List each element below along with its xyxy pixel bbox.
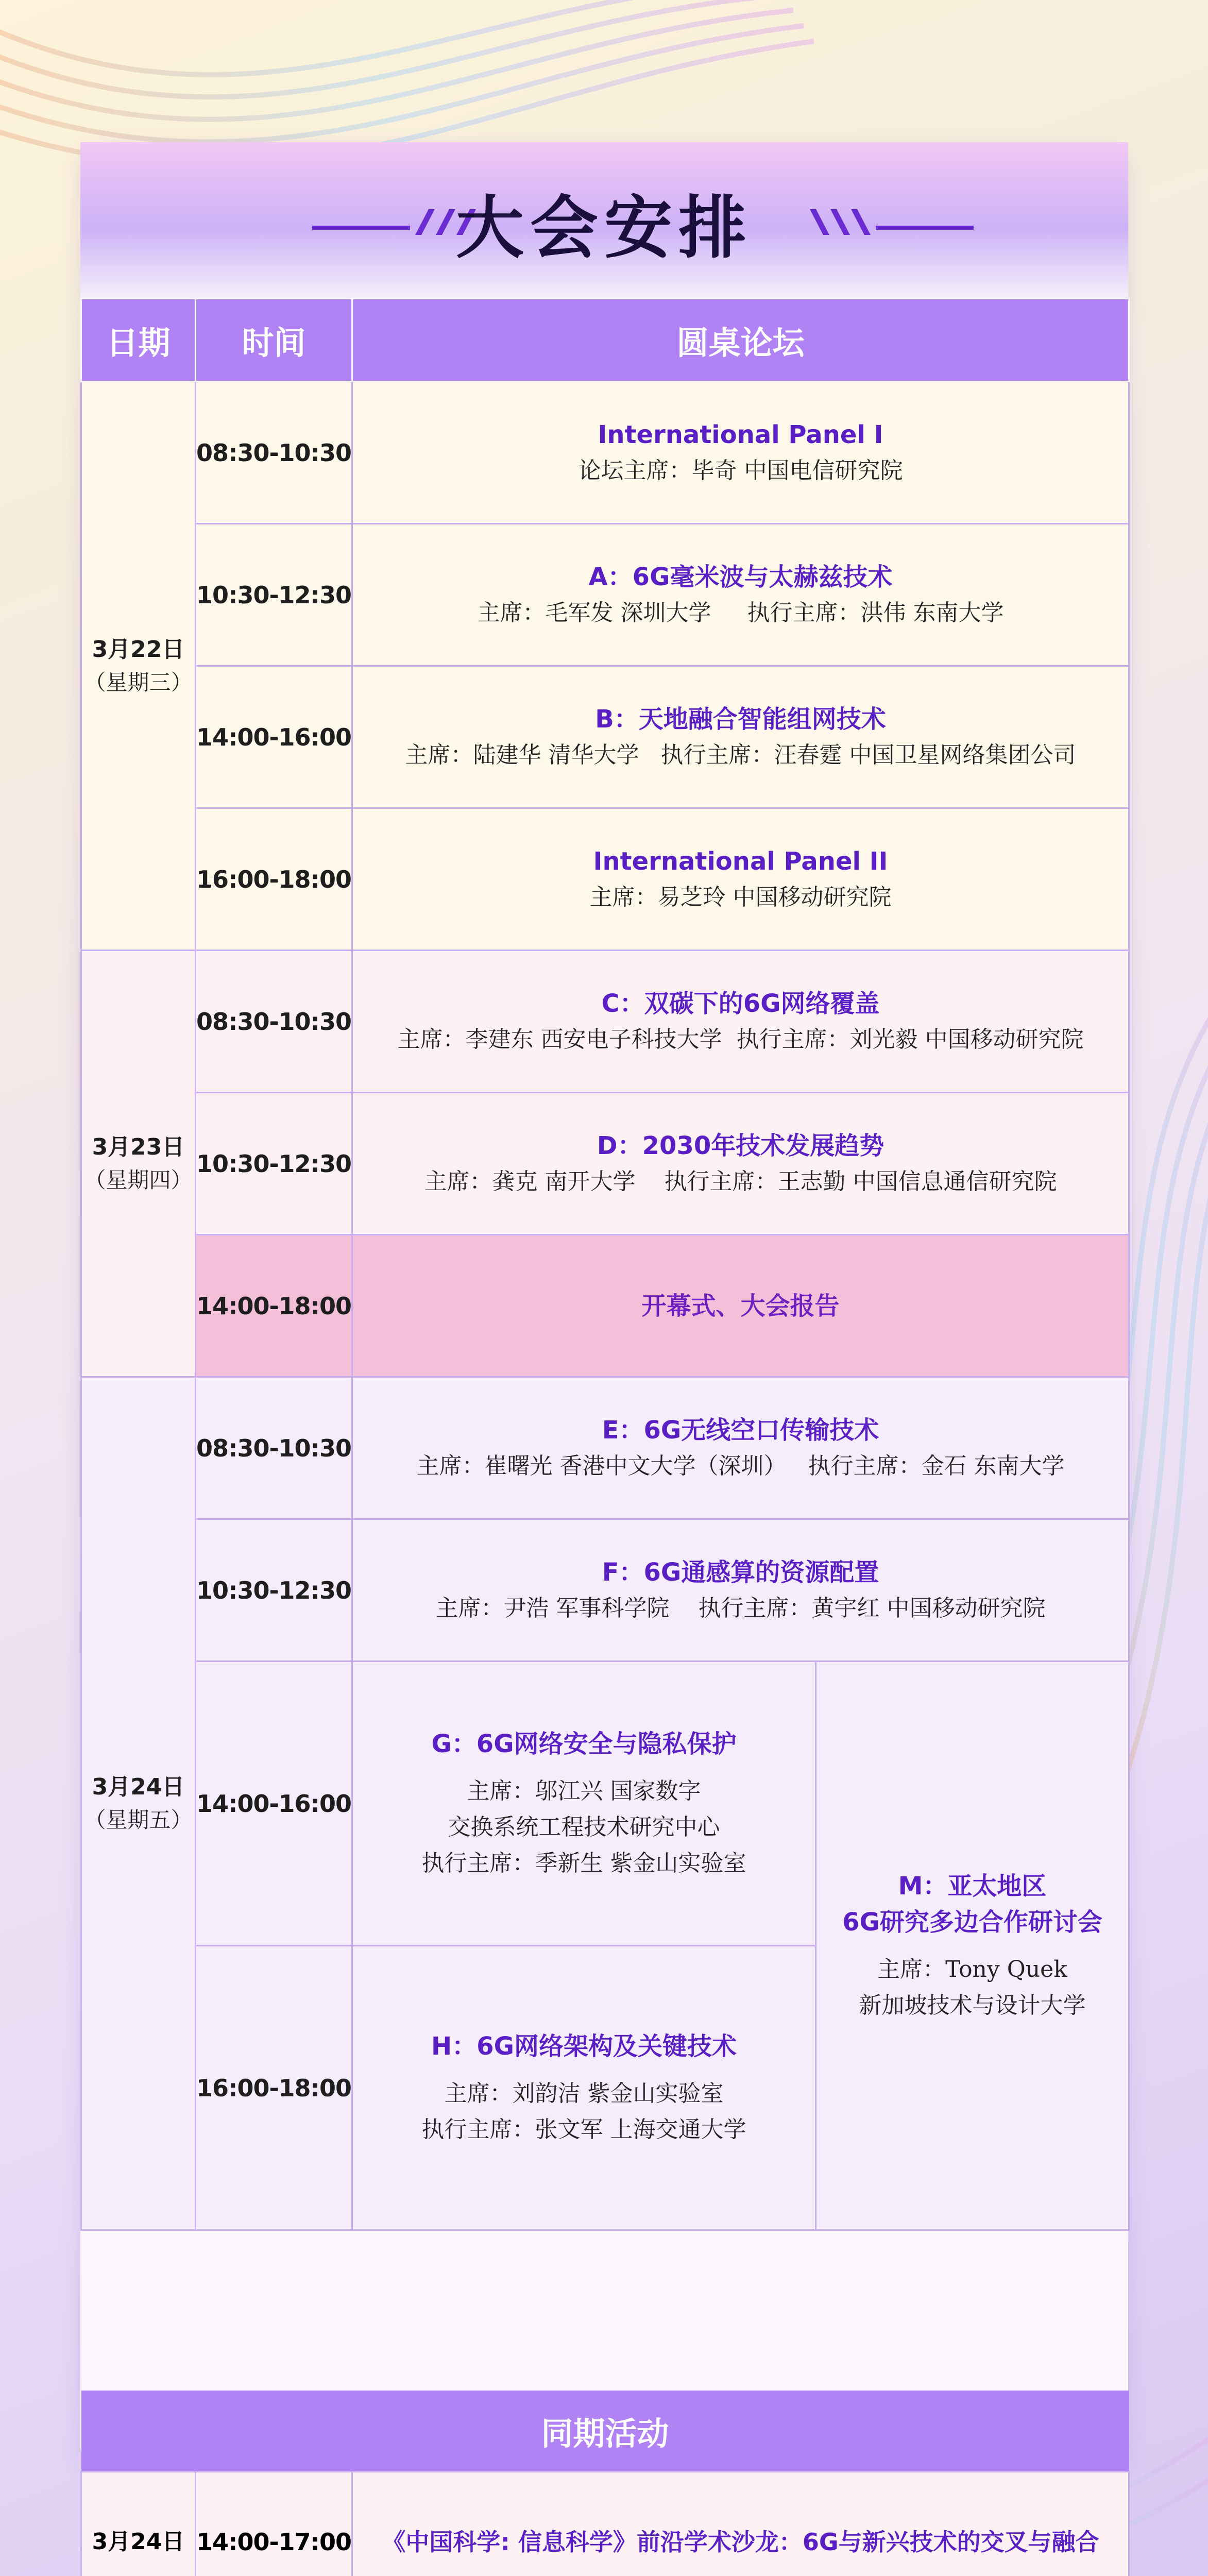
- header-forum: 圆桌论坛: [352, 299, 1129, 382]
- time-cell: 08:30-10:30: [196, 951, 352, 1093]
- forum-cell: [352, 808, 1129, 951]
- time-cell: 10:30-12:30: [196, 524, 352, 666]
- table-row: [81, 1235, 1129, 1377]
- date-label: 3月22日: [92, 636, 185, 663]
- side-event-date: 3月24日: [81, 2472, 196, 2576]
- forum-chair-line: 执行主席：张文军 上海交通大学: [421, 2116, 746, 2143]
- table-row: [81, 951, 1129, 1093]
- forum-title: International Panel II: [593, 846, 888, 876]
- weekday-label: （星期四）: [84, 1167, 193, 1193]
- forum-chair-line: 主席：邬江兴 国家数字: [467, 1777, 701, 1804]
- side-event-header-row: [81, 2391, 1129, 2472]
- m-forum-affiliation: 新加坡技术与设计大学: [859, 1992, 1086, 2019]
- date-cell-mar22: [81, 382, 196, 951]
- time-cell: 16:00-18:00: [196, 1946, 352, 2230]
- forum-title: C：双碳下的6G网络覆盖: [601, 989, 880, 1018]
- forum-cell: [352, 666, 1129, 808]
- side-event-time: 14:00-17:00: [196, 2472, 352, 2576]
- forum-title: H：6G网络架构及关键技术: [431, 2031, 737, 2061]
- time-cell: 14:00-16:00: [196, 1662, 352, 1946]
- forum-title: A：6G毫米波与太赫兹技术: [588, 562, 893, 591]
- table-row: [81, 1377, 1129, 1519]
- time-cell: 14:00-18:00: [196, 1235, 352, 1377]
- forum-cell: [352, 524, 1129, 666]
- time-cell: 16:00-18:00: [196, 808, 352, 951]
- forum-chair-line: 执行主席：季新生 紫金山实验室: [421, 1850, 746, 1876]
- table-row: [81, 1519, 1129, 1662]
- table-header-row: [81, 299, 1129, 382]
- time-cell: 08:30-10:30: [196, 1377, 352, 1519]
- forum-title: E：6G无线空口传输技术: [602, 1415, 879, 1445]
- m-forum-cell: [816, 1662, 1129, 2230]
- time-cell: 14:00-16:00: [196, 666, 352, 808]
- forum-chair: 主席：毛军发 深圳大学 执行主席：洪伟 东南大学: [477, 599, 1004, 626]
- table-row: [81, 524, 1129, 666]
- forum-title: D：2030年技术发展趋势: [597, 1131, 884, 1160]
- table-row: [81, 1662, 1129, 1946]
- forum-chair: 主席：易芝玲 中国移动研究院: [589, 884, 892, 910]
- table-row: [81, 1093, 1129, 1235]
- forum-cell: [352, 1946, 816, 2230]
- forum-title: 开幕式、大会报告: [641, 1291, 840, 1320]
- title-band: [80, 142, 1128, 298]
- forum-chair: 主席：陆建华 清华大学 执行主席：汪春霆 中国卫星网络集团公司: [405, 741, 1076, 768]
- forum-chair: 主席：尹浩 军事科学院 执行主席：黄宇红 中国移动研究院: [435, 1595, 1046, 1621]
- forum-chair: 主席：崔曙光 香港中文大学（深圳） 执行主席：金石 东南大学: [416, 1452, 1065, 1479]
- date-label: 3月24日: [92, 1773, 185, 1800]
- forum-title: G：6G网络安全与隐私保护: [431, 1729, 737, 1758]
- opening-ceremony-cell: [352, 1235, 1129, 1377]
- side-event-title-cell: [352, 2472, 1129, 2576]
- date-cell-mar24: [81, 1377, 196, 2230]
- forum-cell: [352, 1519, 1129, 1662]
- forum-chair-line: 主席：刘韵洁 紫金山实验室: [444, 2080, 724, 2107]
- forum-cell: [352, 1662, 816, 1946]
- forum-title: B：天地融合智能组网技术: [595, 704, 886, 734]
- schedule-table: [80, 298, 1130, 2231]
- weekday-label: （星期三）: [84, 669, 193, 695]
- weekday-label: （星期五）: [84, 1807, 193, 1833]
- side-event-heading: 同期活动: [81, 2391, 1129, 2472]
- date-cell-mar23: [81, 951, 196, 1377]
- time-cell: 10:30-12:30: [196, 1093, 352, 1235]
- forum-cell: [352, 1093, 1129, 1235]
- table-row: [81, 666, 1129, 808]
- forum-title: International Panel I: [598, 420, 883, 449]
- side-event-title: 《中国科学: 信息科学》前沿学术沙龙：6G与新兴技术的交叉与融合: [382, 2528, 1099, 2556]
- forum-chair: 主席：龚克 南开大学 执行主席：王志勤 中国信息通信研究院: [424, 1168, 1057, 1195]
- forum-cell: [352, 382, 1129, 524]
- table-row: [81, 808, 1129, 951]
- forum-title: F：6G通感算的资源配置: [602, 1557, 879, 1587]
- header-date: 日期: [81, 299, 196, 382]
- side-event-row: [81, 2472, 1129, 2576]
- date-label: 3月23日: [92, 1133, 185, 1160]
- forum-chair: 主席：李建东 西安电子科技大学 执行主席：刘光毅 中国移动研究院: [397, 1026, 1084, 1053]
- m-forum-title: M：亚太地区: [898, 1871, 1047, 1901]
- m-forum-subtitle: 6G研究多边合作研讨会: [842, 1907, 1102, 1937]
- header-time: 时间: [196, 299, 352, 382]
- schedule-card: [80, 142, 1128, 2556]
- forum-cell: [352, 951, 1129, 1093]
- forum-chair: 论坛主席：毕奇 中国电信研究院: [578, 457, 903, 484]
- table-row: [81, 382, 1129, 524]
- page-title: 大会安排: [456, 189, 753, 268]
- time-cell: 08:30-10:30: [196, 382, 352, 524]
- m-forum-chair: 主席：Tony Quek: [877, 1956, 1067, 1982]
- side-event-table: [80, 2391, 1130, 2576]
- forum-cell: [352, 1377, 1129, 1519]
- forum-chair-line: 交换系统工程技术研究中心: [448, 1814, 720, 1840]
- time-cell: 10:30-12:30: [196, 1519, 352, 1662]
